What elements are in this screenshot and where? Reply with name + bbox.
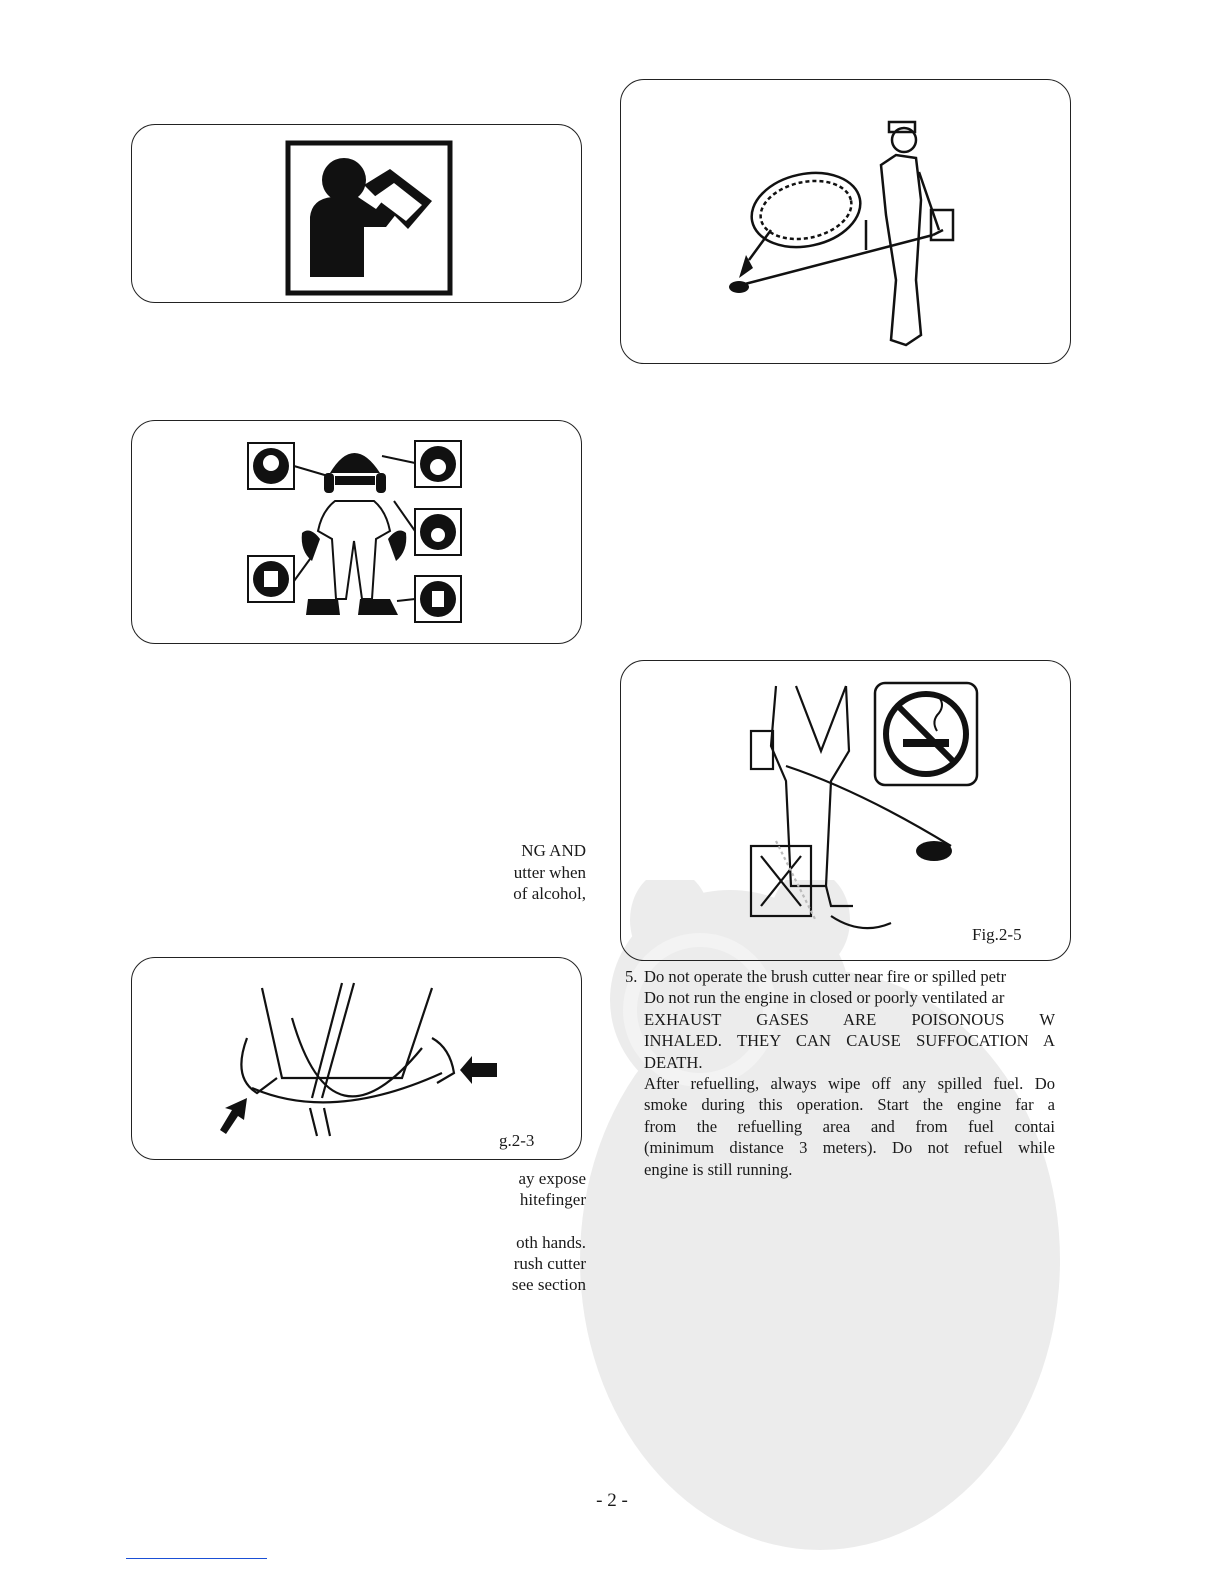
operator-illustration <box>621 80 1070 363</box>
text-fragment-line: of alcohol, <box>513 884 586 903</box>
instruction-line: (minimum distance 3 meters). Do not refuel while <box>644 1138 1055 1158</box>
refuelling-illustration <box>621 661 1070 960</box>
text-fragment-line: oth hands. <box>516 1233 586 1252</box>
figure-label-2-5: Fig.2-5 <box>972 925 1022 944</box>
text-fragment-line: NG AND <box>521 841 586 860</box>
text-fragment-line: hitefinger <box>519 1190 586 1209</box>
instruction-line: After refuelling, always wipe off any spilled fuel. Do <box>644 1074 1055 1094</box>
text-fragment-line: utter when <box>513 863 586 882</box>
instruction-line: from the refuelling area and from fuel contai <box>644 1116 1055 1136</box>
text-fragment-line: rush cutter <box>513 1254 586 1273</box>
text-fragment-line: see section <box>511 1275 586 1294</box>
instruction-line: engine is still running. <box>644 1159 793 1179</box>
read-manual-icon <box>132 125 581 302</box>
protective-gear-illustration <box>132 421 581 643</box>
footer-rule <box>126 1558 267 1559</box>
grip-handles-panel <box>131 957 582 1160</box>
instruction-line: smoke during this operation. Start the engine far a <box>644 1095 1055 1115</box>
no-smoking-panel <box>620 660 1071 961</box>
instruction-line: INHALED. THEY CAN CAUSE SUFFOCATION A <box>644 1031 1055 1051</box>
safety-instruction-5 <box>625 966 1055 1180</box>
text-fragment-line: ay expose <box>518 1169 586 1188</box>
instruction-line: Do not operate the brush cutter near fire or spilled petr <box>644 967 1007 986</box>
instruction-text <box>644 966 1055 1180</box>
instruction-number: 5. <box>625 967 638 986</box>
figure-label-2-3: g.2-3 <box>499 1131 535 1150</box>
grip-handles-illustration <box>132 958 581 1159</box>
operator-walking-panel <box>620 79 1071 364</box>
page-number: - 2 - <box>596 1490 628 1511</box>
instruction-line: EXHAUST GASES ARE POISONOUS W <box>644 1009 1055 1029</box>
instruction-line: Do not run the engine in closed or poorly ventilated ar <box>644 988 1005 1008</box>
protective-equipment-panel <box>131 420 582 644</box>
read-manual-panel <box>131 124 582 303</box>
instruction-line: DEATH. <box>644 1052 703 1072</box>
